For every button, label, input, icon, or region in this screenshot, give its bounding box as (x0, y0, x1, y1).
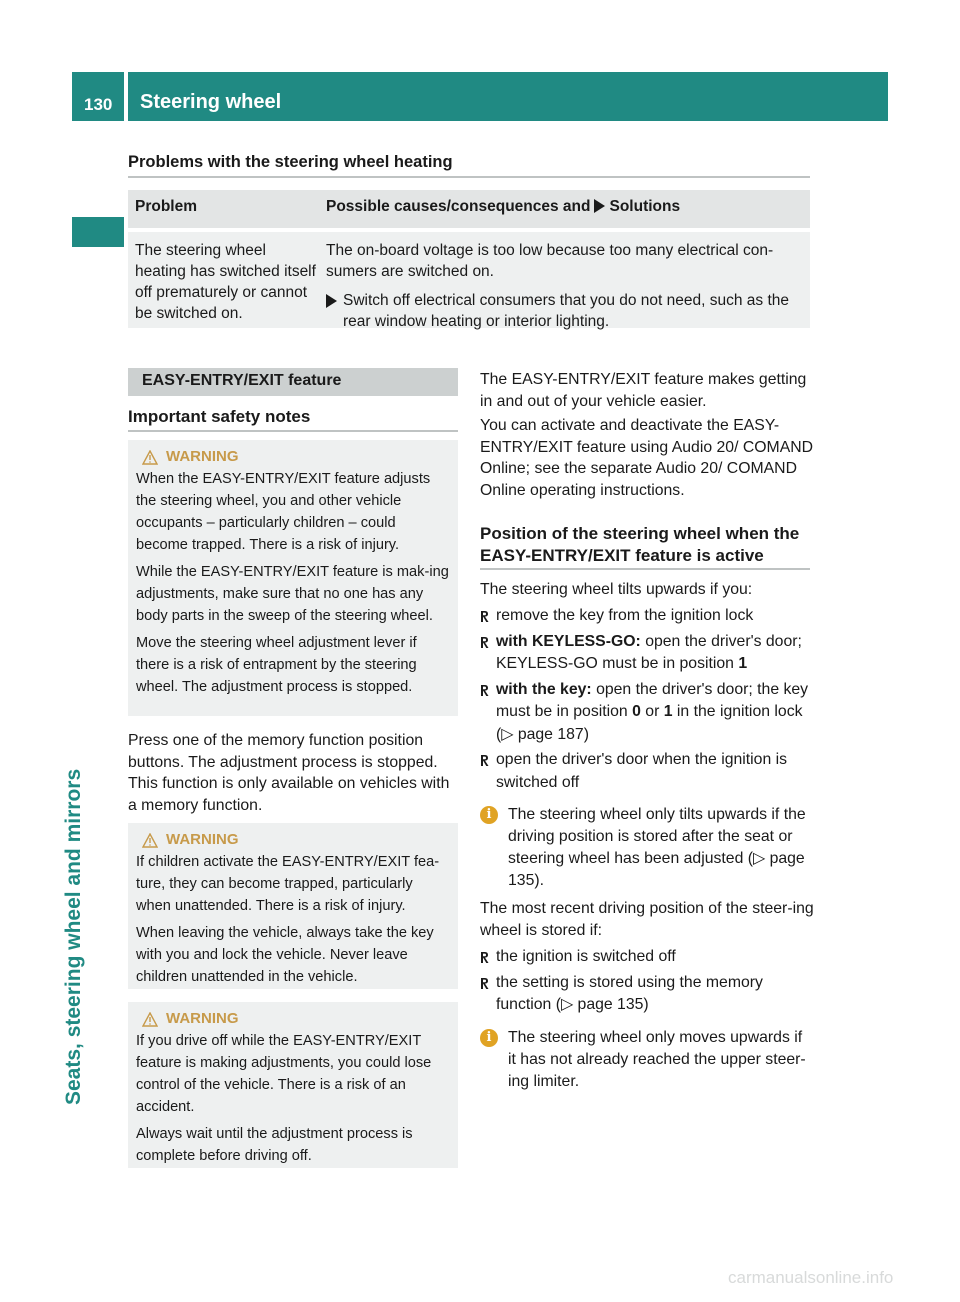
warning-text: When leaving the vehicle, always take the key with you and lock the vehicle. Never leave children unattended in the vehicle. (136, 925, 434, 985)
list-item: remove the key from the ignition lock (480, 605, 814, 628)
list-item: open the driver's door when the ignition is switched off (480, 749, 814, 794)
info-note-1: i The steering wheel only tilts upwards if the driving position is stored after the seat or steering wheel has been adjusted (▷ page 135). (480, 804, 814, 892)
info-icon: i (480, 1029, 498, 1047)
warning-title: WARNING (136, 446, 450, 468)
warning-title: WARNING (136, 1008, 450, 1030)
list-item: the ignition is switched off (480, 946, 814, 969)
page-header-title: Steering wheel (128, 72, 888, 121)
watermark-footer: carmanualsonline.info (728, 1268, 894, 1287)
position-heading: Position of the steering wheel when the EASY-ENTRY/EXIT feature is active (480, 524, 800, 565)
bullet-r-icon (480, 685, 489, 696)
info-icon: i (480, 806, 498, 824)
section-title-easy-entry: EASY-ENTRY/EXIT feature (128, 368, 458, 396)
row-problem: The steering wheel heating has switched itself off prematurely or cannot be switched on. (135, 242, 316, 322)
warning-text: While the EASY-ENTRY/EXIT feature is mak-ing adjustments, make sure that no one has any body parts in the sweep of the steering wheel. (136, 564, 449, 624)
bullet-r-icon (480, 755, 489, 766)
warning-box-2 (128, 823, 458, 989)
stored-intro: The most recent driving position of the steer-ing wheel is stored if: (480, 900, 814, 939)
problems-table (128, 190, 810, 328)
col-problem-header: Problem (135, 198, 198, 215)
list-item: with KEYLESS-GO: open the driver's door; KEYLESS-GO must be in position 1 (480, 631, 814, 676)
action-arrow-icon (326, 294, 337, 308)
bullet-r-icon (480, 978, 489, 989)
page-reference-link[interactable]: page 135 (577, 996, 644, 1013)
chapter-tab-marker (72, 217, 124, 247)
warning-box-3 (128, 1002, 458, 1168)
page-reference-link[interactable]: page 135 (508, 850, 805, 889)
bullet-r-icon (480, 611, 489, 622)
bullet-r-icon (480, 952, 489, 963)
warning-triangle-icon (142, 450, 158, 465)
warning-text: Always wait until the adjustment process is complete before driving off. (136, 1126, 413, 1164)
list-item: the setting is stored using the memory function (▷ page 135) (480, 972, 814, 1017)
problems-heading: Problems with the steering wheel heating (128, 153, 453, 171)
row-cause: The on-board voltage is too low because too many electrical con-sumers are switched on. (326, 242, 774, 280)
heading-rule (480, 568, 810, 570)
bullet-r-icon (480, 637, 489, 648)
tilts-intro: The steering wheel tilts upwards if you: (480, 581, 753, 598)
warning-text: If you drive off while the EASY-ENTRY/EXIT feature is making adjustments, you could lose control of the vehicle. There is a risk of an accident. (136, 1033, 432, 1115)
safety-notes-heading: Important safety notes (128, 407, 311, 426)
stored-conditions-list (480, 946, 814, 1020)
table-row (128, 232, 810, 328)
info-note-2: i The steering wheel only moves upwards if it has not already reached the upper steer-ing limiter. (480, 1027, 814, 1093)
action-arrow-icon (594, 199, 605, 213)
heading-rule (128, 176, 810, 178)
page-reference-link[interactable]: page 187 (517, 725, 584, 743)
warning-title: WARNING (136, 829, 450, 851)
warning-text: Move the steering wheel adjustment lever if there is a risk of entrapment by the steering wheel. The adjustment process is stopped. (136, 635, 417, 695)
list-item: with the key: open the driver's door; the key must be in position 0 or 1 in the ignition lock (▷ page 187) (480, 679, 814, 747)
col-solution-header: Possible causes/consequences and Solutions (326, 198, 681, 215)
press-memory-text: Press one of the memory function position buttons. The adjustment process is stopped. This function is only available on vehicles with a memory function. (128, 732, 450, 814)
page-ref-arrow-icon: ▷ (560, 996, 578, 1013)
warning-text: If children activate the EASY-ENTRY/EXIT fea-ture, they can become trapped, particularly when unattended. There is a risk of injury. (136, 854, 440, 914)
warning-triangle-icon (142, 833, 158, 848)
warning-triangle-icon (142, 1012, 158, 1027)
page-ref-arrow-icon: ▷ (753, 850, 770, 867)
row-solution (318, 232, 810, 328)
page-ref-arrow-icon: ▷ (501, 725, 518, 743)
intro-text-2: You can activate and deactivate the EASY-ENTRY/EXIT feature using Audio 20/ COMAND Online; see the separate Audio 20/ COMAND Online operating instructions. (480, 417, 814, 499)
warning-box-1 (128, 440, 458, 716)
row-step: Switch off electrical consumers that you do not need, such as the rear window heating or interior lighting. (326, 290, 802, 332)
page-number: 130 (72, 72, 124, 121)
tilt-conditions-list (480, 605, 814, 797)
intro-text-1: The EASY-ENTRY/EXIT feature makes getting in and out of your vehicle easier. (480, 371, 807, 410)
heading-rule (128, 430, 458, 432)
warning-text: When the EASY-ENTRY/EXIT feature adjusts the steering wheel, you and other vehicle occupants – particularly children – could become trapped. There is a risk of injury. (136, 471, 431, 553)
table-header (128, 190, 810, 228)
